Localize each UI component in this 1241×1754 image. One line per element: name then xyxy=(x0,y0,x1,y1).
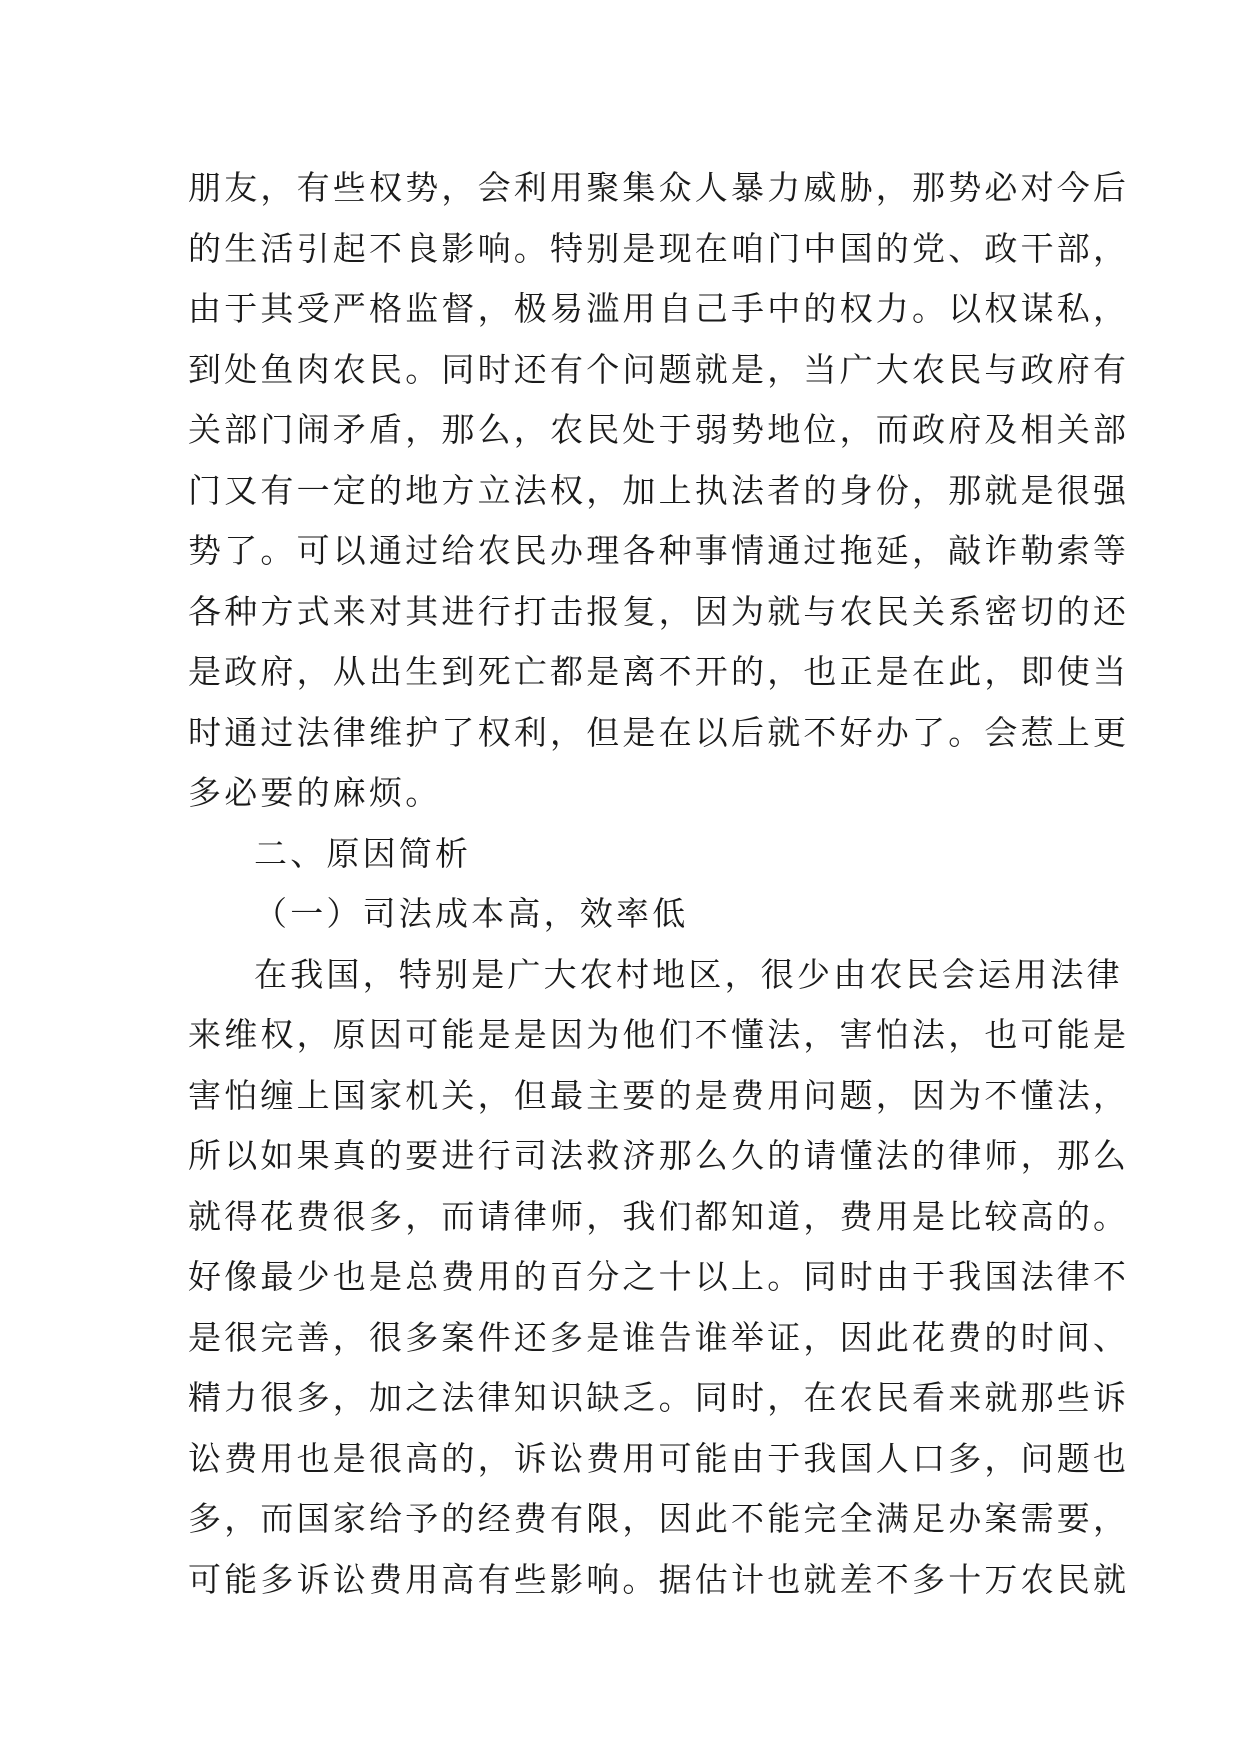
paragraph-line: 时通过法律维护了权利，但是在以后就不好办了。会惹上更 xyxy=(188,712,1130,752)
paragraph-line: 所以如果真的要进行司法救济那么久的请懂法的律师，那么 xyxy=(188,1136,1130,1175)
paragraph-line: 精力很多，加之法律知识缺乏。同时，在农民看来就那些诉 xyxy=(188,1378,1130,1417)
paragraph-line: 来维权，原因可能是是因为他们不懂法，害怕法，也可能是 xyxy=(188,1015,1130,1054)
paragraph-line: 关部门闹矛盾，那么，农民处于弱势地位，而政府及相关部 xyxy=(188,410,1130,449)
document-body xyxy=(188,158,1130,1610)
paragraph-line: 朋友，有些权势，会利用聚集众人暴力威胁，那势必对今后 xyxy=(188,168,1130,207)
paragraph-line: 是很完善，很多案件还多是谁告谁举证，因此花费的时间、 xyxy=(188,1317,1130,1357)
paragraph-line: 势了。可以通过给农民办理各种事情通过拖延，敲诈勒索等 xyxy=(188,531,1130,570)
paragraph-line: 害怕缠上国家机关，但最主要的是费用问题，因为不懂法， xyxy=(188,1075,1130,1115)
paragraph-line: 就得花费很多，而请律师，我们都知道，费用是比较高的。 xyxy=(188,1196,1130,1236)
subsection-heading: （一）司法成本高，效率低 xyxy=(254,894,689,933)
paragraph-line: 各种方式来对其进行打击报复，因为就与农民关系密切的还 xyxy=(188,591,1130,631)
paragraph-line: 多，而国家给予的经费有限，因此不能完全满足办案需要， xyxy=(188,1499,1130,1538)
paragraph-first-line: 在我国，特别是广大农村地区，很少由农民会运用法律 xyxy=(254,954,1123,994)
paragraph-line: 门又有一定的地方立法权，加上执法者的身份，那就是很强 xyxy=(188,470,1130,510)
paragraph-line: 的生活引起不良影响。特别是现在咱门中国的党、政干部， xyxy=(188,228,1130,268)
paragraph-line: 可能多诉讼费用高有些影响。据估计也就差不多十万农民就 xyxy=(188,1559,1130,1599)
paragraph-line: 到处鱼肉农民。同时还有个问题就是，当广大农民与政府有 xyxy=(188,349,1130,389)
paragraph-line: 讼费用也是很高的，诉讼费用可能由于我国人口多，问题也 xyxy=(188,1438,1130,1478)
section-heading: 二、原因简析 xyxy=(254,833,472,873)
paragraph-line: 多必要的麻烦。 xyxy=(188,773,442,812)
paragraph-line: 好像最少也是总费用的百分之十以上。同时由于我国法律不 xyxy=(188,1257,1130,1296)
paragraph-line: 由于其受严格监督，极易滥用自己手中的权力。以权谋私， xyxy=(188,289,1130,328)
paragraph-line: 是政府，从出生到死亡都是离不开的，也正是在此，即使当 xyxy=(188,652,1130,691)
